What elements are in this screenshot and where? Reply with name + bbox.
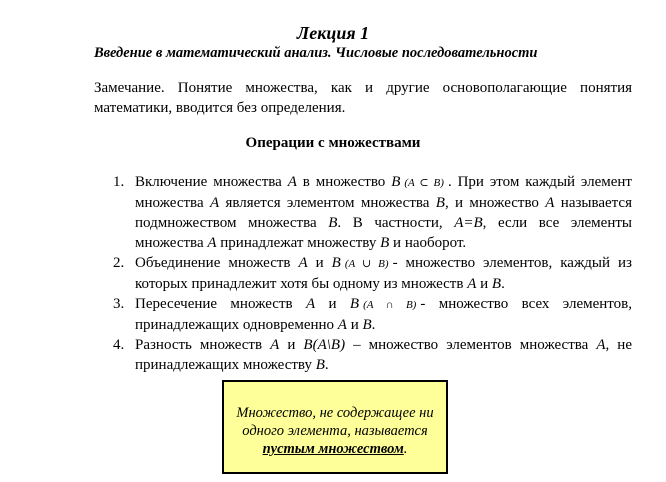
item-text: - множество всех элементов, принадлежащих одновременно [135,296,632,333]
item-text: , если все элементы множества [135,215,632,251]
note-end: . [403,441,408,457]
math-var: A [545,195,555,211]
item-text: Пересечение множеств [135,296,306,312]
math-var: B [315,357,325,373]
note-bold-term: пустым множеством [262,441,404,457]
lecture-title: Лекция 1 [296,23,370,43]
math-var: A [287,174,297,190]
list-item-number: 1. [113,174,125,190]
math-var: B [303,337,313,353]
item-text: называется подмножеством множества [135,195,632,231]
item-text: . [501,276,505,292]
item-text: - множество элементов, каждый из которых принадлежит хотя бы одному из множеств [135,255,632,292]
union-formula: (A ∪ B) [344,258,389,270]
item-text: и [279,337,304,353]
math-var: A=B [454,215,483,231]
intersection-formula: (A ∩ B) [363,299,417,311]
note-text: Множество, не содержащее ни одного элемента, называется [236,405,434,439]
math-var: B [380,235,390,251]
item-text: и наоборот. [389,235,467,251]
item-text: – множество элементов множества [345,337,597,353]
inclusion-formula: (A ⊂ B) [404,177,444,189]
item-text: . [371,317,376,333]
list-item [94,253,632,294]
math-var: B [391,174,401,190]
math-var: A [337,317,347,333]
list-item [94,294,632,335]
list-item [94,335,632,375]
math-var: A [270,337,280,353]
section-title: Операции с множествами [245,135,421,151]
empty-set-note [222,380,448,474]
list-item [94,172,632,253]
item-text: , не принадлежащих множеству [135,337,632,373]
item-text: Включение множества [135,174,288,190]
lecture-subtitle: Введение в математический анализ. Числовые последовательности [94,45,538,61]
item-text: . [324,357,329,373]
math-var: B [328,215,338,231]
math-var: B [331,255,341,271]
set-operations-list [94,172,632,375]
item-text: Объединение множеств [135,255,299,271]
math-var: A [209,195,220,211]
math-var: A [298,255,308,271]
list-item-number: 3. [113,296,125,312]
math-var: B [362,317,372,333]
item-text: и [307,255,332,271]
math-var: A [207,235,217,251]
item-text: Разность множеств [135,337,271,353]
remark-paragraph: Замечание. Понятие множества, как и другие основополагающие понятия математики, вводится без определения. [94,80,632,116]
math-var: A [305,296,316,312]
item-text: , и множество [444,195,546,211]
list-item-number: 4. [113,337,125,353]
math-var: A [596,337,606,353]
item-text: является элементом множества [219,195,436,211]
item-text: и [476,276,492,292]
math-var: B [491,276,502,292]
item-text: в множество [296,174,392,190]
item-text: и [346,317,363,333]
item-text: принадлежат множеству [216,235,381,251]
item-text: . В частности, [337,215,455,231]
math-var: B [435,195,445,211]
math-var: A [467,276,477,292]
item-text: и [315,296,350,312]
list-item-number: 2. [113,255,125,271]
difference-formula: (A\B) [312,337,346,353]
item-text: . При этом каждый элемент множества [135,174,632,211]
math-var: B [349,296,360,312]
